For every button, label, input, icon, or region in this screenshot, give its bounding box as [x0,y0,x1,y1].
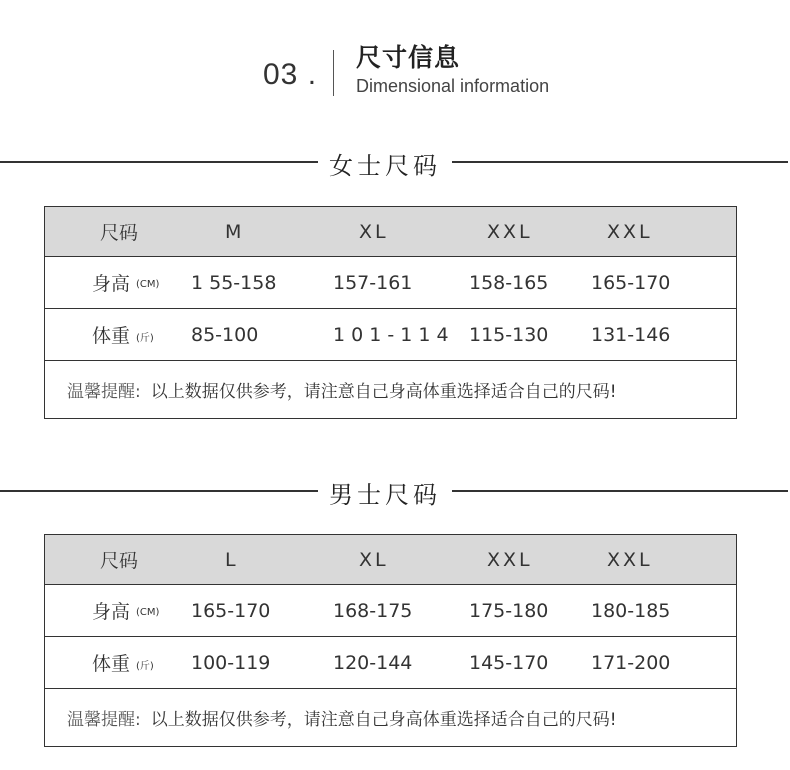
table-cell: 145-170 [469,651,549,674]
table-cell: 100-119 [191,651,271,674]
men-section-label: 男士尺码 [329,481,441,509]
size-header-cell: XL [359,220,389,243]
height-label [92,257,159,308]
table-header-row [45,535,736,585]
note-tip-label: 温馨提醒: [67,710,141,730]
table-cell: 1 0 1 - 1 1 4 [333,323,449,346]
size-header-cell: XXL [607,220,653,243]
size-header-cell: XXL [487,220,533,243]
divider-line-left [0,490,318,492]
table-cell: 1 55-158 [191,271,277,294]
weight-label-text: 体重 [92,325,131,347]
size-header-cell: XL [359,548,389,571]
size-header-cell: M [225,220,242,243]
page-subtitle: Dimensional information [356,76,550,96]
table-cell: 165-170 [191,599,271,622]
note-tip-label: 温馨提醒: [67,382,141,402]
table-cell: 180-185 [591,599,671,622]
header-divider [333,50,334,96]
men-section-title [0,475,790,509]
height-label-text: 身高 [92,601,131,623]
table-cell: 158-165 [469,271,549,294]
weight-unit: (斤) [136,333,154,344]
table-cell: 168-175 [333,599,413,622]
size-header-label: 尺码 [100,222,139,244]
table-note-row [45,689,736,746]
size-header-cell: XXL [607,548,653,571]
size-header-cell: L [225,548,236,571]
table-row-height [45,585,736,637]
table-row-weight [45,309,736,361]
page-header [0,0,790,120]
weight-label [92,637,154,688]
table-cell: 157-161 [333,271,413,294]
note-text [67,361,617,418]
divider-line-left [0,161,318,163]
height-label [92,585,159,636]
height-unit: (CM) [136,279,160,290]
note-text [67,689,617,746]
table-cell: 85-100 [191,323,259,346]
women-section-label: 女士尺码 [329,152,441,180]
table-note-row [45,361,736,418]
weight-unit: (斤) [136,661,154,672]
table-cell: 165-170 [591,271,671,294]
table-cell: 175-180 [469,599,549,622]
table-cell: 131-146 [591,323,671,346]
divider-line-right [452,490,788,492]
women-size-table [44,206,737,419]
size-header-label: 尺码 [100,550,139,572]
men-size-table [44,534,737,747]
table-cell: 115-130 [469,323,549,346]
note-content: 以上数据仅供参考，请注意自己身高体重选择适合自己的尺码! [150,710,617,730]
weight-label [92,309,154,360]
height-unit: (CM) [136,607,160,618]
table-row-height [45,257,736,309]
size-header-cell: XXL [487,548,533,571]
section-number: 03 . [263,58,318,91]
women-section-title [0,146,790,180]
note-content: 以上数据仅供参考，请注意自己身高体重选择适合自己的尺码! [150,382,617,402]
table-row-weight [45,637,736,689]
divider-line-right [452,161,788,163]
table-cell: 120-144 [333,651,413,674]
table-header-row [45,207,736,257]
table-cell: 171-200 [591,651,671,674]
height-label-text: 身高 [92,273,131,295]
weight-label-text: 体重 [92,653,131,675]
page-title: 尺寸信息 [356,43,461,72]
